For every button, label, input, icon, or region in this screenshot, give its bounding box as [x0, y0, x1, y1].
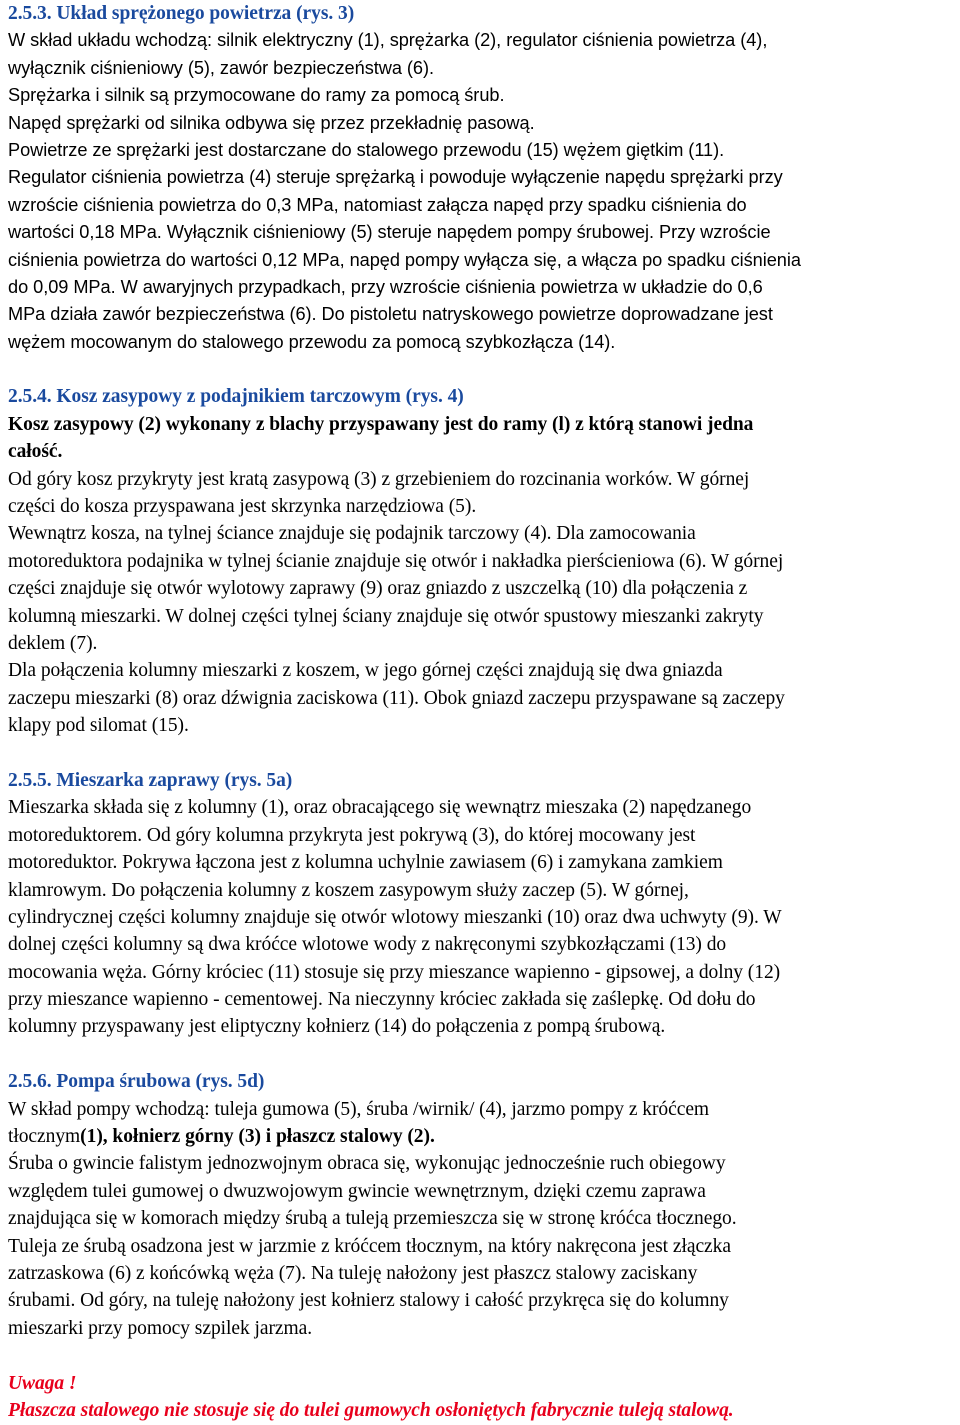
paragraph-line: motoreduktorem. Od góry kolumna przykryta jest pokrywą (3), do której mocowany jest: [8, 824, 696, 846]
paragraph-line: zatrzaskowa (6) z końcówką węża (7). Na tuleję nałożony jest płaszcz stalowy zaciskany: [8, 1262, 698, 1284]
paragraph-line: Regulator ciśnienia powietrza (4) steruje sprężarką i powoduje wyłączenie napędu sprężarki przy: [8, 167, 783, 188]
paragraph-line: Śruba o gwincie falistym jednozwojnym obraca się, wykonując jednocześnie ruch obiegowy: [8, 1153, 726, 1175]
paragraph-line: względem tulei gumowej o dwuzwojowym gwincie wewnętrznym, dzięki czemu zaprawa: [8, 1180, 706, 1202]
paragraph-line: klamrowym. Do połączenia kolumny z koszem zasypowym służy zaczep (5). W górnej,: [8, 879, 689, 901]
paragraph-line: wartości 0,18 MPa. Wyłącznik ciśnieniowy (5) steruje napędem pompy śrubowej. Przy wzroście: [8, 222, 771, 243]
paragraph-line: wzroście ciśnienia powietrza do 0,3 MPa, natomiast załącza napęd przy spadku ciśnienia do: [8, 194, 747, 215]
paragraph-line: motoreduktora podajnika w tylnej ścianie znajduje się otwór i nakładka pierścieniowa (6). W górnej: [8, 550, 784, 572]
section-spacer: [8, 1342, 956, 1369]
section-heading-253: 2.5.3. Układ sprężonego powietrza (rys. 3): [8, 3, 355, 24]
paragraph-line: cylindrycznej części kolumny znajduje się otwór wlotowy mieszanki (10) oraz dwa uchwyty (9). W: [8, 906, 782, 928]
paragraph-line: Od góry kosz przykryty jest kratą zasypową (3) z grzebieniem do rozcinania worków. W górnej: [8, 468, 750, 490]
paragraph-line: Powietrze ze sprężarki jest dostarczane do stalowego przewodu (15) wężem giętkim (11).: [8, 139, 725, 160]
paragraph-bold-line: Kosz zasypowy (2) wykonany z blachy przyspawany jest do ramy (l) z którą stanowi jedna: [8, 413, 754, 435]
paragraph-line: Tuleja ze śrubą osadzona jest w jarzmie z króćcem tłocznym, na który nakręcona jest złączka: [8, 1235, 731, 1257]
paragraph-line: zaczepu mieszarki (8) oraz dźwignia zaciskowa (11). Obok gniazd zaczepu przyspawane są zaczepy: [8, 687, 785, 709]
document-page: [8, 0, 956, 1424]
paragraph-line: przy mieszance wapienno - cementowej. Na nieczynny króciec zakłada się zaślepkę. Od dołu do: [8, 989, 756, 1011]
paragraph-line: klapy pod silomat (15).: [8, 715, 189, 737]
paragraph-line: motoreduktor. Pokrywa łączona jest z kolumna uchylnie zawiasem (6) i zamykana zamkiem: [8, 852, 723, 874]
paragraph-line: do 0,09 MPa. W awaryjnych przypadkach, przy wzroście ciśnienia powietrza w układzie do 0,6: [8, 276, 763, 297]
paragraph-line: kolumny przyspawany jest eliptyczny kołnierz (14) do połączenia z pompą śrubową.: [8, 1016, 666, 1038]
section-spacer: [8, 740, 956, 767]
paragraph-line: W skład układu wchodzą: silnik elektryczny (1), sprężarka (2), regulator ciśnienia powietrza (4),: [8, 30, 768, 51]
paragraph-mixed-line: [8, 1123, 956, 1150]
paragraph-line: części do kosza przyspawana jest skrzynka narzędziowa (5).: [8, 496, 477, 518]
section-spacer: [8, 1041, 956, 1068]
paragraph-line: Mieszarka składa się z kolumny (1), oraz obracającego się wewnątrz mieszaka (2) napędzanego: [8, 797, 752, 819]
section-heading-254: 2.5.4. Kosz zasypowy z podajnikiem tarczowym (rys. 4): [8, 386, 464, 408]
mixed-normal-text: tłocznym: [8, 1126, 81, 1148]
paragraph-line: mieszarki przy pomocy szpilek jarzma.: [8, 1317, 313, 1339]
paragraph-line: Napęd sprężarki od silnika odbywa się przez przekładnię pasową.: [8, 112, 535, 133]
paragraph-line: Wewnątrz kosza, na tylnej ściance znajduje się podajnik tarczowy (4). Dla zamocowania: [8, 523, 696, 545]
paragraph-line: MPa działa zawór bezpieczeństwa (6). Do pistoletu natryskowego powietrze doprowadzane jest: [8, 304, 773, 325]
section-heading-256: 2.5.6. Pompa śrubowa (rys. 5d): [8, 1071, 265, 1093]
paragraph-line: znajdująca się w komorach między śrubą a tuleją przemieszcza się w stronę króćca tłocznego.: [8, 1208, 737, 1230]
paragraph-line: Sprężarka i silnik są przymocowane do ramy za pomocą śrub.: [8, 85, 505, 106]
warning-title: Uwaga !: [8, 1372, 77, 1394]
paragraph-line: wyłącznik ciśnieniowy (5), zawór bezpieczeństwa (6).: [8, 57, 434, 78]
paragraph-line: dolnej części kolumny są dwa króćce wlotowe wody z nakręconymi szybkozłączami (13) do: [8, 934, 727, 956]
paragraph-line: ciśnienia powietrza do wartości 0,12 MPa, napęd pompy wyłącza się, a włącza po spadku ciśnienia: [8, 249, 801, 270]
paragraph-line: śrubami. Od góry, na tuleję nałożony jest kołnierz stalowy i całość przykręca się do kolumny: [8, 1290, 729, 1312]
paragraph-line: W skład pompy wchodzą: tuleja gumowa (5), śruba /wirnik/ (4), jarzmo pompy z króćcem: [8, 1098, 710, 1120]
mixed-bold-text: (1), kołnierz górny (3) i płaszcz stalowy (2).: [80, 1126, 435, 1148]
paragraph-line: mocowania węża. Górny króciec (11) stosuje się przy mieszance wapienno - gipsowej, a dolny (12): [8, 961, 781, 983]
warning-text: Płaszcza stalowego nie stosuje się do tulei gumowych osłoniętych fabrycznie tuleją stalową.: [8, 1399, 734, 1421]
paragraph-line: deklem (7).: [8, 632, 98, 654]
section-heading-255: 2.5.5. Mieszarka zaprawy (rys. 5a): [8, 769, 293, 791]
section-spacer: [8, 356, 956, 383]
paragraph-bold-line: całość.: [8, 441, 63, 463]
paragraph-line: części znajduje się otwór wylotowy zaprawy (9) oraz gniazdo z uszczelką (10) dla połączenia z: [8, 578, 748, 600]
paragraph-line: wężem mocowanym do stalowego przewodu za pomocą szybkozłącza (14).: [8, 331, 616, 352]
paragraph-line: Dla połączenia kolumny mieszarki z koszem, w jego górnej części znajdują się dwa gniazda: [8, 660, 723, 682]
paragraph-line: kolumną mieszarki. W dolnej części tylnej ściany znajduje się otwór spustowy mieszanki zakryty: [8, 605, 764, 627]
